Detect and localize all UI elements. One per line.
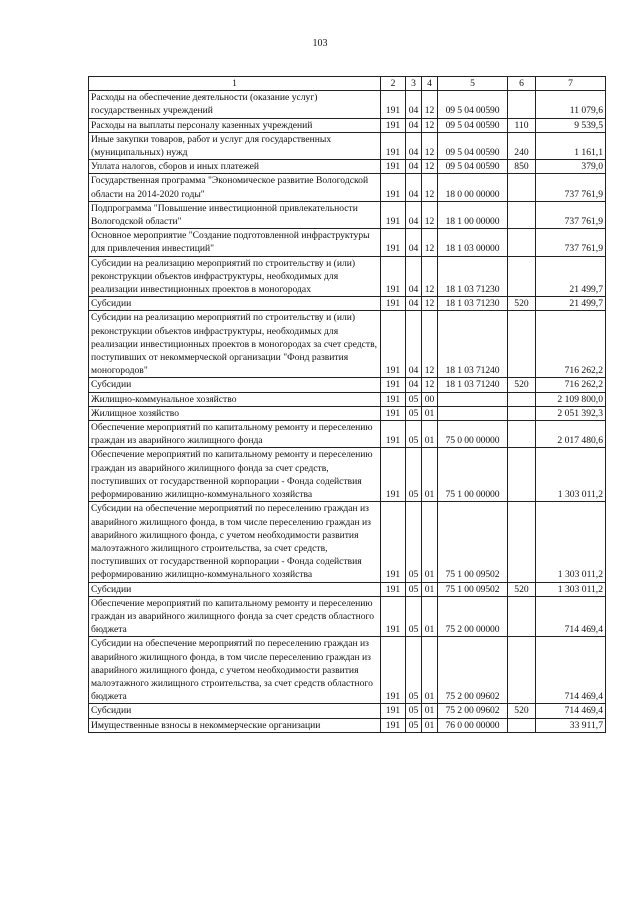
row-section-cell: 04	[406, 201, 422, 228]
row-name-cell: Субсидии на реализацию мероприятий по строительству и (или) реконструкции объектов инфраструктуры, необходимых для реализации инвестиционных проектов в моногородах за счет средств, поступивших от некоммерческой организации "Фонд развития моногородов"	[89, 311, 381, 378]
row-section-cell: 04	[406, 160, 422, 174]
row-target-article-cell: 18 1 03 71240	[438, 311, 508, 378]
row-amount-cell: 2 017 480,6	[536, 421, 606, 448]
row-subsection-cell: 01	[422, 637, 438, 704]
row-target-article-cell	[438, 392, 508, 406]
row-subsection-cell: 12	[422, 132, 438, 159]
row-amount-cell: 1 303 011,2	[536, 582, 606, 596]
row-expense-type-cell: 520	[508, 297, 536, 311]
row-code-cell: 191	[381, 718, 406, 732]
row-section-cell: 04	[406, 118, 422, 132]
row-expense-type-cell	[508, 406, 536, 420]
row-subsection-cell: 12	[422, 229, 438, 256]
row-subsection-cell: 01	[422, 421, 438, 448]
row-name-cell: Обеспечение мероприятий по капитальному ремонту и переселению граждан из аварийного жилищного фонда за счет средств, поступивших от государственной корпорации - Фонда содействия реформированию жилищно-коммунального хозяйства	[89, 448, 381, 502]
row-expense-type-cell	[508, 256, 536, 297]
row-name-cell: Субсидии	[89, 297, 381, 311]
row-name-cell: Обеспечение мероприятий по капитальному ремонту и переселению граждан из аварийного жилищного фонда	[89, 421, 381, 448]
row-section-cell: 05	[406, 502, 422, 582]
table-row	[89, 91, 606, 118]
row-section-cell: 05	[406, 582, 422, 596]
row-expense-type-cell	[508, 174, 536, 201]
row-amount-cell: 21 499,7	[536, 256, 606, 297]
row-target-article-cell: 09 5 04 00590	[438, 118, 508, 132]
row-section-cell: 05	[406, 704, 422, 718]
row-code-cell: 191	[381, 91, 406, 118]
row-name-cell: Расходы на обеспечение деятельности (оказание услуг) государственных учреждений	[89, 91, 381, 118]
row-code-cell: 191	[381, 596, 406, 637]
row-section-cell: 05	[406, 392, 422, 406]
column-header: 1	[89, 77, 381, 91]
row-subsection-cell: 12	[422, 256, 438, 297]
row-target-article-cell: 75 0 00 00000	[438, 421, 508, 448]
row-code-cell: 191	[381, 118, 406, 132]
row-expense-type-cell	[508, 392, 536, 406]
row-section-cell: 05	[406, 718, 422, 732]
row-name-cell: Субсидии на обеспечение мероприятий по переселению граждан из аварийного жилищного фонда, в том числе переселению граждан из аварийного жилищного фонда, с учетом необходимости развития малоэтажного жилищного строительства, за счет средств, поступивших от государственной корпорации - Фонда содействия реформированию жилищно-коммунального хозяйства	[89, 502, 381, 582]
row-expense-type-cell: 240	[508, 132, 536, 159]
table-row	[89, 704, 606, 718]
row-section-cell: 05	[406, 421, 422, 448]
row-section-cell: 04	[406, 91, 422, 118]
row-amount-cell: 33 911,7	[536, 718, 606, 732]
row-amount-cell: 716 262,2	[536, 378, 606, 392]
row-expense-type-cell	[508, 311, 536, 378]
table-row	[89, 406, 606, 420]
row-subsection-cell: 12	[422, 201, 438, 228]
row-expense-type-cell	[508, 596, 536, 637]
row-subsection-cell: 01	[422, 704, 438, 718]
row-name-cell: Субсидии	[89, 378, 381, 392]
row-subsection-cell: 12	[422, 297, 438, 311]
row-amount-cell: 11 079,6	[536, 91, 606, 118]
row-section-cell: 05	[406, 637, 422, 704]
row-amount-cell: 1 303 011,2	[536, 502, 606, 582]
row-code-cell: 191	[381, 637, 406, 704]
row-section-cell: 04	[406, 311, 422, 378]
row-section-cell: 04	[406, 132, 422, 159]
row-subsection-cell: 12	[422, 160, 438, 174]
row-target-article-cell: 18 1 03 71240	[438, 378, 508, 392]
row-name-cell: Подпрограмма "Повышение инвестиционной привлекательности Вологодской области"	[89, 201, 381, 228]
row-amount-cell: 737 761,9	[536, 174, 606, 201]
table-row	[89, 378, 606, 392]
row-section-cell: 04	[406, 256, 422, 297]
row-section-cell: 04	[406, 378, 422, 392]
table-body	[89, 91, 606, 733]
table-row	[89, 201, 606, 228]
row-name-cell: Основное мероприятие "Создание подготовленной инфраструктуры для привлечения инвестиций"	[89, 229, 381, 256]
row-code-cell: 191	[381, 421, 406, 448]
row-subsection-cell: 01	[422, 448, 438, 502]
row-name-cell: Жилищное хозяйство	[89, 406, 381, 420]
row-amount-cell: 21 499,7	[536, 297, 606, 311]
row-amount-cell: 714 469,4	[536, 596, 606, 637]
row-name-cell: Обеспечение мероприятий по капитальному ремонту и переселению граждан из аварийного жилищного фонда за счет средств областного бюджета	[89, 596, 381, 637]
row-expense-type-cell	[508, 421, 536, 448]
row-target-article-cell: 75 1 00 09502	[438, 502, 508, 582]
row-name-cell: Иные закупки товаров, работ и услуг для государственных (муниципальных) нужд	[89, 132, 381, 159]
row-name-cell: Субсидии	[89, 582, 381, 596]
table-row	[89, 502, 606, 582]
row-target-article-cell: 09 5 04 00590	[438, 160, 508, 174]
row-target-article-cell: 75 2 00 00000	[438, 596, 508, 637]
table-row	[89, 448, 606, 502]
table-row	[89, 132, 606, 159]
column-header: 5	[438, 77, 508, 91]
row-target-article-cell: 76 0 00 00000	[438, 718, 508, 732]
row-amount-cell: 737 761,9	[536, 229, 606, 256]
table-row	[89, 118, 606, 132]
row-expense-type-cell	[508, 502, 536, 582]
row-code-cell: 191	[381, 502, 406, 582]
row-code-cell: 191	[381, 378, 406, 392]
row-target-article-cell: 75 2 00 09602	[438, 637, 508, 704]
column-header: 3	[406, 77, 422, 91]
row-name-cell: Субсидии	[89, 704, 381, 718]
column-header: 7	[536, 77, 606, 91]
row-target-article-cell: 18 0 00 00000	[438, 174, 508, 201]
table-row	[89, 582, 606, 596]
row-name-cell: Субсидии на реализацию мероприятий по строительству и (или) реконструкции объектов инфраструктуры, необходимых для реализации инвестиционных проектов в моногородах	[89, 256, 381, 297]
table-row	[89, 596, 606, 637]
row-amount-cell: 737 761,9	[536, 201, 606, 228]
row-code-cell: 191	[381, 229, 406, 256]
row-subsection-cell: 12	[422, 378, 438, 392]
table-header-row	[89, 77, 606, 91]
row-subsection-cell: 12	[422, 91, 438, 118]
row-target-article-cell: 18 1 03 71230	[438, 256, 508, 297]
column-header: 6	[508, 77, 536, 91]
row-code-cell: 191	[381, 297, 406, 311]
row-code-cell: 191	[381, 704, 406, 718]
table-row	[89, 160, 606, 174]
column-header: 2	[381, 77, 406, 91]
column-header: 4	[422, 77, 438, 91]
row-name-cell: Расходы на выплаты персоналу казенных учреждений	[89, 118, 381, 132]
table-row	[89, 392, 606, 406]
row-amount-cell: 1 161,1	[536, 132, 606, 159]
row-code-cell: 191	[381, 406, 406, 420]
row-target-article-cell: 18 1 00 00000	[438, 201, 508, 228]
row-code-cell: 191	[381, 160, 406, 174]
row-target-article-cell: 75 1 00 00000	[438, 448, 508, 502]
row-code-cell: 191	[381, 201, 406, 228]
row-subsection-cell: 01	[422, 406, 438, 420]
row-subsection-cell: 01	[422, 718, 438, 732]
row-subsection-cell: 12	[422, 174, 438, 201]
row-target-article-cell: 18 1 03 00000	[438, 229, 508, 256]
table-row	[89, 311, 606, 378]
row-amount-cell: 2 051 392,3	[536, 406, 606, 420]
table-row	[89, 229, 606, 256]
row-section-cell: 05	[406, 596, 422, 637]
row-subsection-cell: 01	[422, 502, 438, 582]
row-code-cell: 191	[381, 448, 406, 502]
page-number: 103	[312, 38, 328, 49]
row-name-cell: Субсидии на обеспечение мероприятий по переселению граждан из аварийного жилищного фонда, в том числе переселению граждан из аварийного жилищного фонда, с учетом необходимости развития малоэтажного жилищного строительства, за счет средств областного бюджета	[89, 637, 381, 704]
row-target-article-cell	[438, 406, 508, 420]
row-section-cell: 05	[406, 406, 422, 420]
row-amount-cell: 1 303 011,2	[536, 448, 606, 502]
row-code-cell: 191	[381, 582, 406, 596]
row-subsection-cell: 01	[422, 582, 438, 596]
row-amount-cell: 714 469,4	[536, 637, 606, 704]
row-name-cell: Государственная программа "Экономическое развитие Вологодской области на 2014-2020 годы"	[89, 174, 381, 201]
row-code-cell: 191	[381, 311, 406, 378]
row-expense-type-cell: 110	[508, 118, 536, 132]
table-row	[89, 637, 606, 704]
row-expense-type-cell	[508, 91, 536, 118]
row-subsection-cell: 12	[422, 311, 438, 378]
row-amount-cell: 9 539,5	[536, 118, 606, 132]
row-subsection-cell: 12	[422, 118, 438, 132]
row-code-cell: 191	[381, 132, 406, 159]
row-code-cell: 191	[381, 174, 406, 201]
row-section-cell: 04	[406, 297, 422, 311]
row-name-cell: Уплата налогов, сборов и иных платежей	[89, 160, 381, 174]
row-target-article-cell: 18 1 03 71230	[438, 297, 508, 311]
row-section-cell: 04	[406, 229, 422, 256]
row-code-cell: 191	[381, 392, 406, 406]
row-name-cell: Жилищно-коммунальное хозяйство	[89, 392, 381, 406]
row-code-cell: 191	[381, 256, 406, 297]
row-expense-type-cell	[508, 718, 536, 732]
table-row	[89, 174, 606, 201]
budget-table	[88, 76, 606, 733]
row-subsection-cell: 01	[422, 596, 438, 637]
table-row	[89, 297, 606, 311]
row-amount-cell: 2 109 800,0	[536, 392, 606, 406]
row-expense-type-cell: 850	[508, 160, 536, 174]
row-section-cell: 04	[406, 174, 422, 201]
row-expense-type-cell	[508, 637, 536, 704]
row-target-article-cell: 09 5 04 00590	[438, 91, 508, 118]
row-name-cell: Имущественные взносы в некоммерческие организации	[89, 718, 381, 732]
row-section-cell: 05	[406, 448, 422, 502]
row-expense-type-cell	[508, 229, 536, 256]
row-amount-cell: 716 262,2	[536, 311, 606, 378]
row-amount-cell: 714 469,4	[536, 704, 606, 718]
row-target-article-cell: 75 1 00 09502	[438, 582, 508, 596]
row-expense-type-cell: 520	[508, 378, 536, 392]
row-amount-cell: 379,0	[536, 160, 606, 174]
row-target-article-cell: 75 2 00 09602	[438, 704, 508, 718]
row-expense-type-cell: 520	[508, 582, 536, 596]
row-subsection-cell: 00	[422, 392, 438, 406]
row-expense-type-cell: 520	[508, 704, 536, 718]
table-row	[89, 421, 606, 448]
table-row	[89, 256, 606, 297]
table-row	[89, 718, 606, 732]
row-target-article-cell: 09 5 04 00590	[438, 132, 508, 159]
row-expense-type-cell	[508, 448, 536, 502]
row-expense-type-cell	[508, 201, 536, 228]
